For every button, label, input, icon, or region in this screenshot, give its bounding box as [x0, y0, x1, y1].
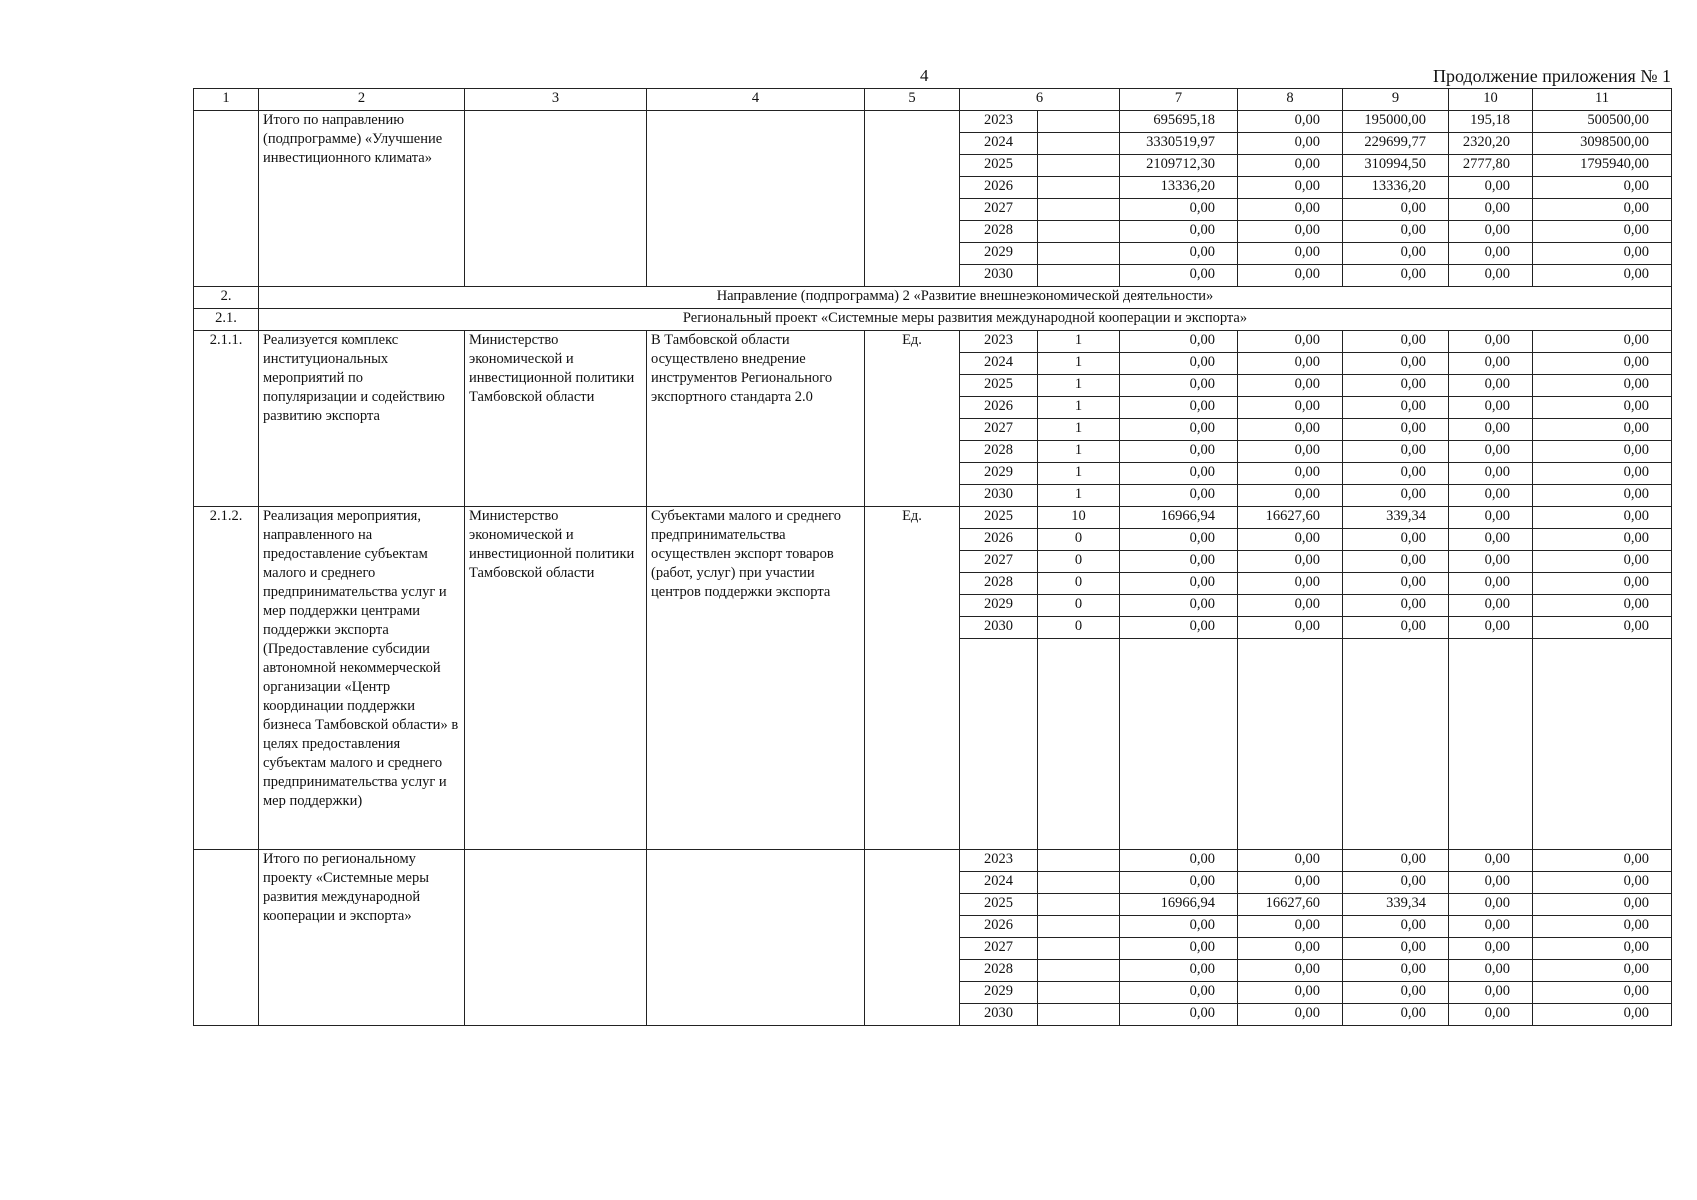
year-cell: 2024 — [960, 872, 1038, 894]
value-cell-10: 0,00 — [1449, 441, 1533, 463]
value-cell-10: 0,00 — [1449, 1004, 1533, 1026]
value-cell-10: 0,00 — [1449, 419, 1533, 441]
appendix-table — [193, 88, 1672, 1026]
value-cell-10: 0,00 — [1449, 485, 1533, 507]
value-cell-8: 0,00 — [1238, 353, 1343, 375]
item-result — [647, 111, 865, 287]
indicator-cell: 1 — [1038, 463, 1120, 485]
value-cell-9: 0,00 — [1343, 529, 1449, 551]
item-result: Субъектами малого и среднего предпринимательства осуществлен экспорт товаров (работ, услуг) при участии центров поддержки экспорта — [647, 507, 865, 850]
value-cell-9: 0,00 — [1343, 850, 1449, 872]
item-description: Реализация мероприятия, направленного на предоставление субъектам малого и среднего предпринимательства услуг и мер поддержки центрами поддержки экспорта (Предоставление субсидии автономной некоммерческой организации «Центр координации поддержки бизнеса Тамбовской области» в целях предоставления субъектам малого и среднего предпринимательства услуг и мер поддержки) — [259, 507, 465, 850]
table-row — [194, 507, 1672, 529]
year-cell: 2030 — [960, 265, 1038, 287]
item-number: 2.1.2. — [194, 507, 259, 850]
empty-cell — [1238, 639, 1343, 850]
value-cell-8: 0,00 — [1238, 1004, 1343, 1026]
indicator-cell — [1038, 1004, 1120, 1026]
value-cell-7: 0,00 — [1120, 265, 1238, 287]
value-cell-11: 0,00 — [1533, 573, 1672, 595]
value-cell-10: 0,00 — [1449, 551, 1533, 573]
item-executor — [465, 850, 647, 1026]
value-cell-9: 0,00 — [1343, 617, 1449, 639]
indicator-cell — [1038, 916, 1120, 938]
item-executor: Министерство экономической и инвестиционной политики Тамбовской области — [465, 507, 647, 850]
year-cell: 2026 — [960, 397, 1038, 419]
header-cell: 10 — [1449, 89, 1533, 111]
value-cell-11: 0,00 — [1533, 529, 1672, 551]
year-cell: 2029 — [960, 463, 1038, 485]
value-cell-10: 0,00 — [1449, 960, 1533, 982]
indicator-cell: 0 — [1038, 617, 1120, 639]
indicator-cell — [1038, 894, 1120, 916]
value-cell-8: 0,00 — [1238, 850, 1343, 872]
indicator-cell: 1 — [1038, 375, 1120, 397]
indicator-cell — [1038, 243, 1120, 265]
year-cell: 2027 — [960, 551, 1038, 573]
table-body — [194, 89, 1672, 1026]
year-cell: 2026 — [960, 916, 1038, 938]
value-cell-9: 0,00 — [1343, 353, 1449, 375]
indicator-cell — [1038, 155, 1120, 177]
value-cell-9: 0,00 — [1343, 199, 1449, 221]
value-cell-10: 0,00 — [1449, 375, 1533, 397]
value-cell-9: 0,00 — [1343, 551, 1449, 573]
indicator-cell: 0 — [1038, 595, 1120, 617]
indicator-cell: 0 — [1038, 529, 1120, 551]
value-cell-9: 310994,50 — [1343, 155, 1449, 177]
indicator-cell: 1 — [1038, 419, 1120, 441]
item-result: В Тамбовской области осуществлено внедрение инструментов Регионального экспортного стандарта 2.0 — [647, 331, 865, 507]
value-cell-8: 0,00 — [1238, 573, 1343, 595]
table-row — [194, 111, 1672, 133]
empty-cell — [1343, 639, 1449, 850]
continuation-label: Продолжение приложения № 1 — [1432, 66, 1671, 86]
indicator-cell: 1 — [1038, 331, 1120, 353]
value-cell-11: 1795940,00 — [1533, 155, 1672, 177]
value-cell-10: 0,00 — [1449, 353, 1533, 375]
item-description: Реализуется комплекс институциональных мероприятий по популяризации и содействию развитию экспорта — [259, 331, 465, 507]
value-cell-7: 0,00 — [1120, 243, 1238, 265]
value-cell-7: 3330519,97 — [1120, 133, 1238, 155]
value-cell-8: 0,00 — [1238, 982, 1343, 1004]
year-cell: 2023 — [960, 331, 1038, 353]
value-cell-10: 0,00 — [1449, 397, 1533, 419]
indicator-cell: 1 — [1038, 441, 1120, 463]
value-cell-8: 0,00 — [1238, 243, 1343, 265]
indicator-cell — [1038, 111, 1120, 133]
year-cell: 2025 — [960, 155, 1038, 177]
indicator-cell — [1038, 938, 1120, 960]
value-cell-7: 0,00 — [1120, 199, 1238, 221]
section-row — [194, 309, 1672, 331]
year-cell: 2025 — [960, 375, 1038, 397]
section-row — [194, 287, 1672, 309]
empty-cell — [1533, 639, 1672, 850]
value-cell-10: 0,00 — [1449, 331, 1533, 353]
value-cell-7: 0,00 — [1120, 617, 1238, 639]
value-cell-8: 0,00 — [1238, 155, 1343, 177]
value-cell-11: 0,00 — [1533, 1004, 1672, 1026]
item-result — [647, 850, 865, 1026]
value-cell-11: 0,00 — [1533, 177, 1672, 199]
value-cell-7: 16966,94 — [1120, 894, 1238, 916]
value-cell-8: 0,00 — [1238, 111, 1343, 133]
value-cell-10: 0,00 — [1449, 617, 1533, 639]
table-row — [194, 331, 1672, 353]
value-cell-10: 0,00 — [1449, 982, 1533, 1004]
indicator-cell — [1038, 872, 1120, 894]
value-cell-7: 0,00 — [1120, 938, 1238, 960]
value-cell-8: 0,00 — [1238, 199, 1343, 221]
year-cell: 2025 — [960, 894, 1038, 916]
value-cell-9: 0,00 — [1343, 595, 1449, 617]
header-cell: 11 — [1533, 89, 1672, 111]
value-cell-10: 195,18 — [1449, 111, 1533, 133]
header-cell: 6 — [960, 89, 1120, 111]
item-unit: Ед. — [865, 507, 960, 850]
value-cell-7: 0,00 — [1120, 529, 1238, 551]
value-cell-11: 0,00 — [1533, 221, 1672, 243]
value-cell-9: 0,00 — [1343, 397, 1449, 419]
value-cell-10: 0,00 — [1449, 265, 1533, 287]
value-cell-7: 0,00 — [1120, 419, 1238, 441]
year-cell: 2030 — [960, 485, 1038, 507]
value-cell-8: 0,00 — [1238, 375, 1343, 397]
item-description: Итого по региональному проекту «Системные меры развития международной кооперации и экспорта» — [259, 850, 465, 1026]
value-cell-7: 0,00 — [1120, 573, 1238, 595]
value-cell-8: 0,00 — [1238, 938, 1343, 960]
value-cell-11: 0,00 — [1533, 507, 1672, 529]
value-cell-8: 0,00 — [1238, 960, 1343, 982]
indicator-cell — [1038, 982, 1120, 1004]
value-cell-10: 0,00 — [1449, 595, 1533, 617]
value-cell-7: 0,00 — [1120, 463, 1238, 485]
value-cell-10: 0,00 — [1449, 243, 1533, 265]
value-cell-10: 0,00 — [1449, 177, 1533, 199]
value-cell-7: 0,00 — [1120, 485, 1238, 507]
value-cell-7: 0,00 — [1120, 353, 1238, 375]
year-cell: 2024 — [960, 133, 1038, 155]
value-cell-8: 0,00 — [1238, 529, 1343, 551]
year-cell: 2029 — [960, 595, 1038, 617]
indicator-cell: 1 — [1038, 485, 1120, 507]
section-title: Региональный проект «Системные меры развития международной кооперации и экспорта» — [259, 309, 1672, 331]
value-cell-7: 16966,94 — [1120, 507, 1238, 529]
item-unit — [865, 111, 960, 287]
value-cell-9: 0,00 — [1343, 463, 1449, 485]
indicator-cell: 10 — [1038, 507, 1120, 529]
value-cell-9: 0,00 — [1343, 243, 1449, 265]
value-cell-8: 0,00 — [1238, 265, 1343, 287]
value-cell-11: 0,00 — [1533, 850, 1672, 872]
value-cell-9: 0,00 — [1343, 441, 1449, 463]
value-cell-9: 0,00 — [1343, 916, 1449, 938]
value-cell-9: 13336,20 — [1343, 177, 1449, 199]
value-cell-10: 0,00 — [1449, 916, 1533, 938]
value-cell-7: 0,00 — [1120, 872, 1238, 894]
value-cell-8: 0,00 — [1238, 133, 1343, 155]
value-cell-8: 0,00 — [1238, 177, 1343, 199]
year-cell: 2024 — [960, 353, 1038, 375]
value-cell-11: 0,00 — [1533, 894, 1672, 916]
year-cell: 2029 — [960, 243, 1038, 265]
year-cell: 2023 — [960, 850, 1038, 872]
value-cell-9: 0,00 — [1343, 375, 1449, 397]
item-unit: Ед. — [865, 331, 960, 507]
section-title: Направление (подпрограмма) 2 «Развитие внешнеэкономической деятельности» — [259, 287, 1672, 309]
value-cell-10: 0,00 — [1449, 221, 1533, 243]
value-cell-10: 0,00 — [1449, 507, 1533, 529]
value-cell-10: 2320,20 — [1449, 133, 1533, 155]
value-cell-7: 0,00 — [1120, 397, 1238, 419]
value-cell-7: 2109712,30 — [1120, 155, 1238, 177]
value-cell-8: 0,00 — [1238, 463, 1343, 485]
header-cell: 4 — [647, 89, 865, 111]
value-cell-10: 0,00 — [1449, 850, 1533, 872]
value-cell-9: 0,00 — [1343, 982, 1449, 1004]
value-cell-7: 0,00 — [1120, 441, 1238, 463]
value-cell-11: 0,00 — [1533, 353, 1672, 375]
header-cell: 3 — [465, 89, 647, 111]
indicator-cell: 0 — [1038, 551, 1120, 573]
indicator-cell — [1038, 133, 1120, 155]
item-executor — [465, 111, 647, 287]
value-cell-11: 0,00 — [1533, 982, 1672, 1004]
value-cell-11: 0,00 — [1533, 960, 1672, 982]
year-cell: 2027 — [960, 938, 1038, 960]
value-cell-7: 0,00 — [1120, 982, 1238, 1004]
value-cell-7: 0,00 — [1120, 916, 1238, 938]
value-cell-7: 0,00 — [1120, 551, 1238, 573]
value-cell-11: 0,00 — [1533, 938, 1672, 960]
value-cell-9: 0,00 — [1343, 221, 1449, 243]
value-cell-11: 0,00 — [1533, 331, 1672, 353]
item-executor: Министерство экономической и инвестиционной политики Тамбовской области — [465, 331, 647, 507]
value-cell-7: 0,00 — [1120, 331, 1238, 353]
value-cell-8: 16627,60 — [1238, 507, 1343, 529]
value-cell-10: 2777,80 — [1449, 155, 1533, 177]
header-row — [194, 89, 1672, 111]
value-cell-8: 0,00 — [1238, 617, 1343, 639]
empty-cell — [1120, 639, 1238, 850]
value-cell-10: 0,00 — [1449, 872, 1533, 894]
value-cell-7: 0,00 — [1120, 595, 1238, 617]
section-number: 2.1. — [194, 309, 259, 331]
value-cell-9: 0,00 — [1343, 573, 1449, 595]
value-cell-9: 0,00 — [1343, 960, 1449, 982]
value-cell-7: 13336,20 — [1120, 177, 1238, 199]
value-cell-8: 0,00 — [1238, 331, 1343, 353]
page-number: 4 — [920, 66, 929, 85]
value-cell-11: 500500,00 — [1533, 111, 1672, 133]
value-cell-11: 0,00 — [1533, 419, 1672, 441]
value-cell-8: 0,00 — [1238, 441, 1343, 463]
value-cell-11: 0,00 — [1533, 916, 1672, 938]
value-cell-7: 0,00 — [1120, 850, 1238, 872]
indicator-cell — [1038, 265, 1120, 287]
value-cell-9: 195000,00 — [1343, 111, 1449, 133]
indicator-cell — [1038, 221, 1120, 243]
empty-cell — [1449, 639, 1533, 850]
indicator-cell — [1038, 177, 1120, 199]
year-cell: 2028 — [960, 441, 1038, 463]
value-cell-11: 3098500,00 — [1533, 133, 1672, 155]
table-row — [194, 850, 1672, 872]
value-cell-10: 0,00 — [1449, 463, 1533, 485]
header-cell: 5 — [865, 89, 960, 111]
header-cell: 1 — [194, 89, 259, 111]
value-cell-8: 0,00 — [1238, 485, 1343, 507]
item-number — [194, 111, 259, 287]
indicator-cell: 0 — [1038, 573, 1120, 595]
value-cell-10: 0,00 — [1449, 529, 1533, 551]
item-number: 2.1.1. — [194, 331, 259, 507]
value-cell-8: 16627,60 — [1238, 894, 1343, 916]
empty-cell — [1038, 639, 1120, 850]
year-cell: 2027 — [960, 199, 1038, 221]
year-cell: 2028 — [960, 573, 1038, 595]
empty-cell — [960, 639, 1038, 850]
value-cell-9: 0,00 — [1343, 1004, 1449, 1026]
value-cell-9: 0,00 — [1343, 872, 1449, 894]
header-cell: 8 — [1238, 89, 1343, 111]
indicator-cell — [1038, 850, 1120, 872]
indicator-cell: 1 — [1038, 397, 1120, 419]
value-cell-11: 0,00 — [1533, 872, 1672, 894]
year-cell: 2028 — [960, 960, 1038, 982]
section-number: 2. — [194, 287, 259, 309]
year-cell: 2028 — [960, 221, 1038, 243]
value-cell-7: 0,00 — [1120, 960, 1238, 982]
value-cell-11: 0,00 — [1533, 199, 1672, 221]
value-cell-11: 0,00 — [1533, 265, 1672, 287]
year-cell: 2029 — [960, 982, 1038, 1004]
value-cell-9: 0,00 — [1343, 265, 1449, 287]
item-unit — [865, 850, 960, 1026]
value-cell-8: 0,00 — [1238, 551, 1343, 573]
value-cell-11: 0,00 — [1533, 375, 1672, 397]
value-cell-7: 0,00 — [1120, 221, 1238, 243]
value-cell-11: 0,00 — [1533, 595, 1672, 617]
item-description: Итого по направлению (подпрограмме) «Улучшение инвестиционного климата» — [259, 111, 465, 287]
value-cell-9: 229699,77 — [1343, 133, 1449, 155]
year-cell: 2026 — [960, 177, 1038, 199]
value-cell-11: 0,00 — [1533, 485, 1672, 507]
header-cell: 2 — [259, 89, 465, 111]
year-cell: 2026 — [960, 529, 1038, 551]
value-cell-7: 695695,18 — [1120, 111, 1238, 133]
value-cell-9: 0,00 — [1343, 419, 1449, 441]
year-cell: 2027 — [960, 419, 1038, 441]
year-cell: 2023 — [960, 111, 1038, 133]
value-cell-9: 0,00 — [1343, 938, 1449, 960]
value-cell-11: 0,00 — [1533, 551, 1672, 573]
value-cell-11: 0,00 — [1533, 441, 1672, 463]
value-cell-11: 0,00 — [1533, 243, 1672, 265]
value-cell-11: 0,00 — [1533, 617, 1672, 639]
value-cell-9: 339,34 — [1343, 507, 1449, 529]
value-cell-10: 0,00 — [1449, 199, 1533, 221]
value-cell-10: 0,00 — [1449, 894, 1533, 916]
value-cell-8: 0,00 — [1238, 595, 1343, 617]
value-cell-7: 0,00 — [1120, 375, 1238, 397]
header-cell: 7 — [1120, 89, 1238, 111]
item-number — [194, 850, 259, 1026]
indicator-cell: 1 — [1038, 353, 1120, 375]
year-cell: 2030 — [960, 617, 1038, 639]
value-cell-8: 0,00 — [1238, 419, 1343, 441]
value-cell-7: 0,00 — [1120, 1004, 1238, 1026]
value-cell-8: 0,00 — [1238, 221, 1343, 243]
value-cell-11: 0,00 — [1533, 397, 1672, 419]
value-cell-11: 0,00 — [1533, 463, 1672, 485]
value-cell-8: 0,00 — [1238, 397, 1343, 419]
value-cell-9: 339,34 — [1343, 894, 1449, 916]
year-cell: 2030 — [960, 1004, 1038, 1026]
year-cell: 2025 — [960, 507, 1038, 529]
value-cell-9: 0,00 — [1343, 331, 1449, 353]
value-cell-8: 0,00 — [1238, 872, 1343, 894]
value-cell-9: 0,00 — [1343, 485, 1449, 507]
value-cell-10: 0,00 — [1449, 938, 1533, 960]
value-cell-10: 0,00 — [1449, 573, 1533, 595]
value-cell-8: 0,00 — [1238, 916, 1343, 938]
header-cell: 9 — [1343, 89, 1449, 111]
indicator-cell — [1038, 960, 1120, 982]
indicator-cell — [1038, 199, 1120, 221]
